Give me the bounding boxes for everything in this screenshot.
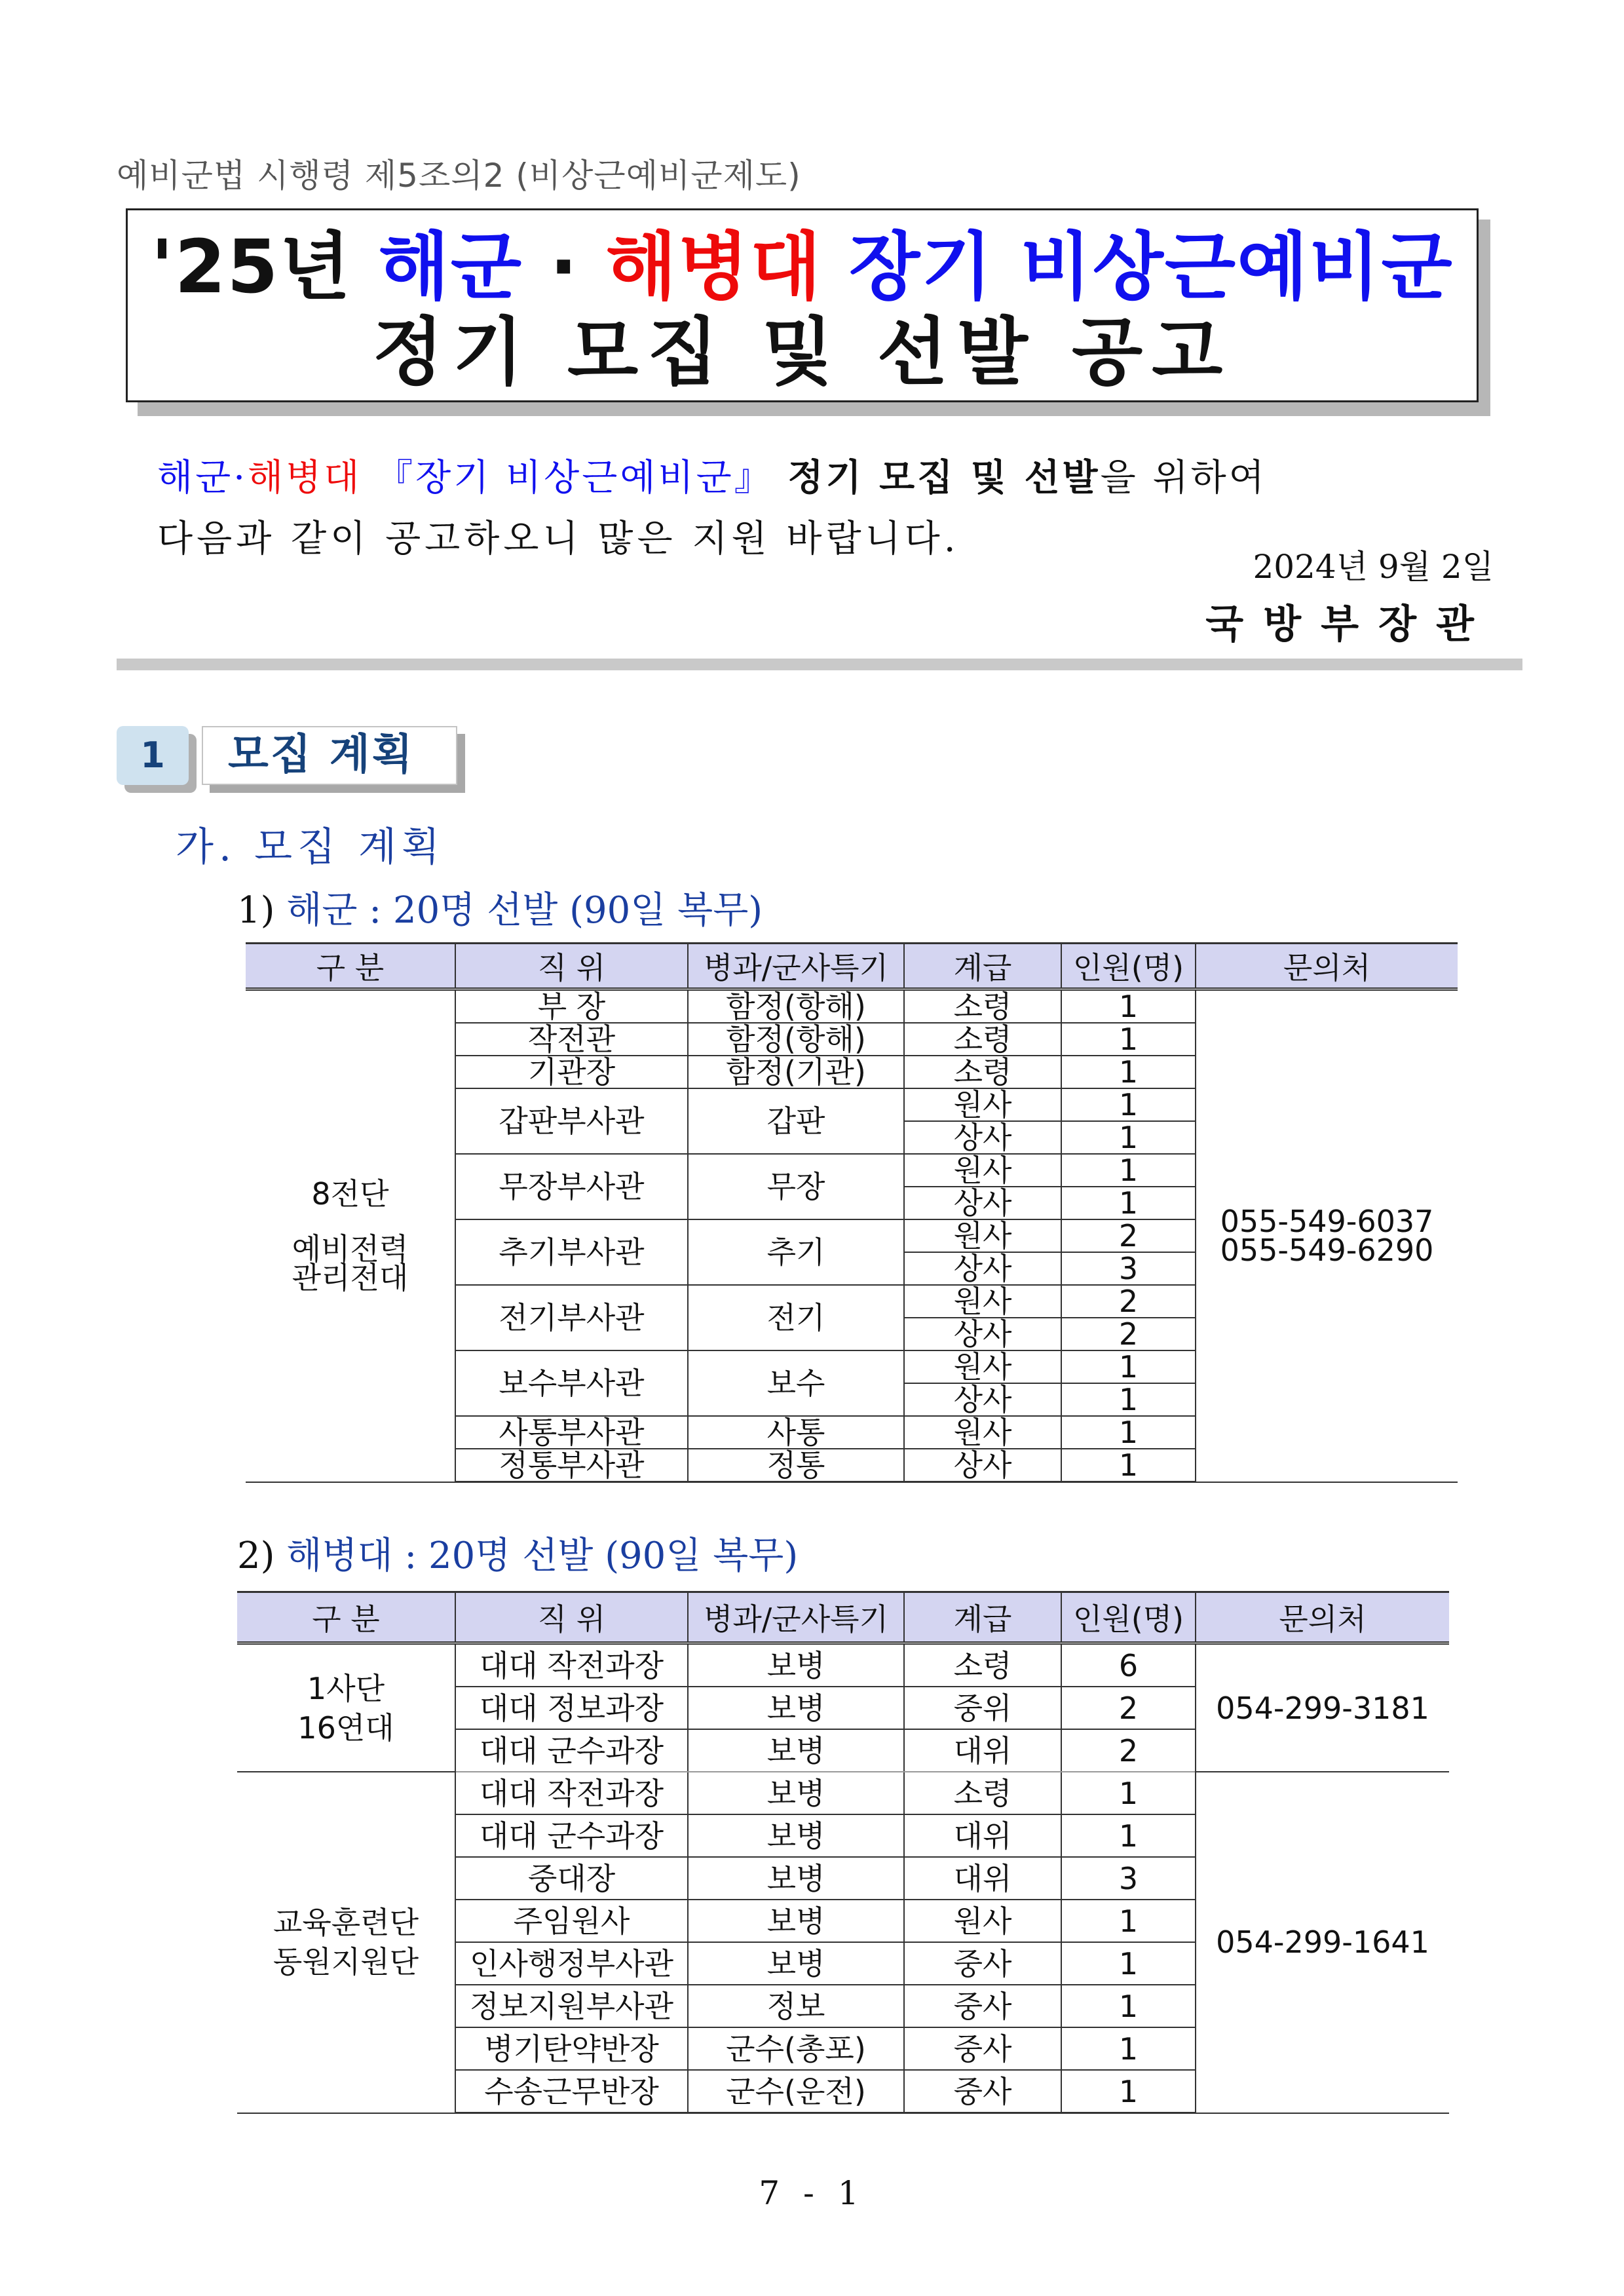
unit-line: 8전단	[311, 1176, 389, 1212]
section-number: 1	[117, 726, 189, 785]
position-cell: 대대 작전과장	[455, 1643, 688, 1687]
unit-line: 동원지원단	[273, 1944, 419, 1980]
rank-cell: 중사	[904, 2027, 1061, 2070]
count-cell: 1	[1061, 989, 1196, 1024]
col-header-rank: 계급	[904, 944, 1061, 989]
count-cell: 3	[1061, 1252, 1196, 1285]
intro-bold: 정기 모집 및 선발	[787, 456, 1101, 499]
col-header-contact: 문의처	[1196, 1592, 1449, 1643]
issuer: 국방부장관	[1205, 602, 1494, 647]
contact-phone: 055-549-6037	[1220, 1204, 1434, 1240]
branch-cell: 군수(운전)	[688, 2070, 904, 2113]
position-cell: 중대장	[455, 1857, 688, 1900]
position-cell: 수송근무반장	[455, 2070, 688, 2113]
title-year: '25년	[151, 225, 379, 310]
rank-cell: 원사	[904, 1088, 1061, 1121]
count-cell: 1	[1061, 1121, 1196, 1154]
branch-cell: 추기	[688, 1219, 904, 1285]
col-header-contact: 문의처	[1196, 944, 1458, 989]
rank-cell: 소령	[904, 989, 1061, 1024]
col-header-count: 인원(명)	[1061, 944, 1196, 989]
unit-line: 예비전력	[292, 1231, 409, 1267]
count-cell: 1	[1061, 2027, 1196, 2070]
branch-cell: 보병	[688, 1900, 904, 1942]
count-cell: 1	[1061, 1350, 1196, 1383]
announcement-date: 2024년 9월 2일	[1253, 548, 1494, 586]
subsection-heading: 가. 모집 계획	[176, 824, 445, 870]
marine-recruitment-table	[237, 1591, 1449, 2114]
count-cell: 3	[1061, 1857, 1196, 1900]
position-cell: 부 장	[455, 989, 688, 1024]
navy-plan-label: 해군 : 20명 선발	[286, 889, 558, 932]
title-line-1	[128, 225, 1477, 310]
col-header-count: 인원(명)	[1061, 1592, 1196, 1643]
count-cell: 1	[1061, 1416, 1196, 1449]
rank-cell: 원사	[904, 1219, 1061, 1252]
count-cell: 1	[1061, 1900, 1196, 1942]
unit-cell	[237, 1772, 455, 2113]
marine-plan-heading	[237, 1527, 798, 1579]
table-header-row	[237, 1592, 1449, 1643]
rank-cell: 원사	[904, 1416, 1061, 1449]
rank-cell: 원사	[904, 1154, 1061, 1187]
branch-cell: 보병	[688, 1643, 904, 1687]
rank-cell: 중위	[904, 1687, 1061, 1729]
position-cell: 정보지원부사관	[455, 1985, 688, 2027]
count-cell: 1	[1061, 1383, 1196, 1416]
position-cell: 추기부사관	[455, 1219, 688, 1285]
position-cell: 보수부사관	[455, 1350, 688, 1416]
count-cell: 1	[1061, 1088, 1196, 1121]
intro-marine: 해병대	[248, 457, 362, 499]
rank-cell: 대위	[904, 1814, 1061, 1857]
rank-cell: 상사	[904, 1187, 1061, 1219]
law-reference: 예비군법 시행령 제5조의2 (비상근예비군제도)	[117, 157, 801, 195]
branch-cell: 정보	[688, 1985, 904, 2027]
col-header-rank: 계급	[904, 1592, 1061, 1643]
marine-plan-duration: (90일 복무)	[593, 1535, 799, 1577]
col-header-unit: 구 분	[237, 1592, 455, 1643]
position-cell: 대대 군수과장	[455, 1729, 688, 1772]
rank-cell: 상사	[904, 1449, 1061, 1482]
count-cell: 1	[1061, 2070, 1196, 2113]
count-cell: 2	[1061, 1729, 1196, 1772]
col-header-position: 직 위	[455, 1592, 688, 1643]
branch-cell: 전기	[688, 1285, 904, 1350]
unit-line: 1사단	[307, 1670, 385, 1706]
rank-cell: 소령	[904, 1772, 1061, 1814]
contact-cell	[1196, 989, 1458, 1482]
position-cell: 병기탄약반장	[455, 2027, 688, 2070]
rank-cell: 상사	[904, 1252, 1061, 1285]
branch-cell: 보병	[688, 1814, 904, 1857]
rank-cell: 소령	[904, 1056, 1061, 1088]
table-row	[237, 1772, 1449, 1814]
branch-cell: 군수(총포)	[688, 2027, 904, 2070]
unit-cell	[237, 1643, 455, 1772]
branch-cell: 보병	[688, 1772, 904, 1814]
marine-plan-label: 해병대 : 20명 선발	[286, 1535, 594, 1577]
branch-cell: 무장	[688, 1154, 904, 1219]
navy-recruitment-table	[246, 942, 1458, 1483]
table-row	[246, 989, 1458, 1024]
rank-cell: 중사	[904, 2070, 1061, 2113]
intro-navy: 해군·	[157, 457, 248, 499]
branch-cell: 함정(항해)	[688, 989, 904, 1024]
count-cell: 2	[1061, 1318, 1196, 1350]
rank-cell: 대위	[904, 1729, 1061, 1772]
col-header-branch: 병과/군사특기	[688, 1592, 904, 1643]
rank-cell: 중사	[904, 1942, 1061, 1985]
branch-cell: 사통	[688, 1416, 904, 1449]
marine-plan-number: 2)	[237, 1535, 275, 1577]
col-header-unit: 구 분	[246, 944, 455, 989]
branch-cell: 보병	[688, 1687, 904, 1729]
rank-cell: 소령	[904, 1023, 1061, 1056]
title-box	[126, 208, 1479, 402]
title-program: 장기 비상근예비군	[822, 225, 1454, 310]
col-header-position: 직 위	[455, 944, 688, 989]
count-cell: 1	[1061, 1942, 1196, 1985]
unit-line: 관리전대	[292, 1260, 409, 1296]
contact-cell: 054-299-1641	[1196, 1772, 1449, 2113]
title-marine: 해병대	[605, 225, 823, 310]
unit-line: 교육훈련단	[273, 1905, 419, 1941]
count-cell: 1	[1061, 1154, 1196, 1187]
col-header-branch: 병과/군사특기	[688, 944, 904, 989]
branch-cell: 보병	[688, 1857, 904, 1900]
rank-cell: 중사	[904, 1985, 1061, 2027]
title-dot: ·	[523, 225, 606, 310]
branch-cell: 정통	[688, 1449, 904, 1482]
navy-plan-number: 1)	[237, 889, 275, 932]
count-cell: 1	[1061, 1023, 1196, 1056]
count-cell: 1	[1061, 1187, 1196, 1219]
position-cell: 인사행정부사관	[455, 1942, 688, 1985]
position-cell: 주임원사	[455, 1900, 688, 1942]
count-cell: 1	[1061, 1814, 1196, 1857]
rank-cell: 상사	[904, 1383, 1061, 1416]
table-row	[237, 1643, 1449, 1687]
position-cell: 갑판부사관	[455, 1088, 688, 1154]
branch-cell: 함정(기관)	[688, 1056, 904, 1088]
contact-phone: 055-549-6290	[1220, 1233, 1434, 1269]
position-cell: 정통부사관	[455, 1449, 688, 1482]
rank-cell: 대위	[904, 1857, 1061, 1900]
unit-line: 16연대	[297, 1710, 394, 1746]
position-cell: 무장부사관	[455, 1154, 688, 1219]
position-cell: 대대 군수과장	[455, 1814, 688, 1857]
rank-cell: 소령	[904, 1643, 1061, 1687]
unit-cell	[246, 989, 455, 1482]
count-cell: 1	[1061, 1449, 1196, 1482]
position-cell: 사통부사관	[455, 1416, 688, 1449]
page-number: 7 - 1	[759, 2174, 865, 2212]
title-line-2: 정기 모집 및 선발 공고	[372, 310, 1232, 395]
intro-rest: 을 위하여	[1100, 457, 1267, 499]
branch-cell: 보수	[688, 1350, 904, 1416]
branch-cell: 함정(항해)	[688, 1023, 904, 1056]
position-cell: 전기부사관	[455, 1285, 688, 1350]
intro-program: 『장기 비상근예비군』	[362, 457, 774, 499]
branch-cell: 보병	[688, 1729, 904, 1772]
rank-cell: 원사	[904, 1285, 1061, 1318]
table-header-row	[246, 944, 1458, 989]
divider	[117, 659, 1522, 670]
count-cell: 2	[1061, 1687, 1196, 1729]
intro-line-2: 다음과 같이 공고하오니 많은 지원 바랍니다.	[157, 518, 960, 560]
position-cell: 작전관	[455, 1023, 688, 1056]
title-navy: 해군	[378, 225, 523, 310]
count-cell: 1	[1061, 1985, 1196, 2027]
branch-cell: 갑판	[688, 1088, 904, 1154]
position-cell: 기관장	[455, 1056, 688, 1088]
count-cell: 1	[1061, 1772, 1196, 1814]
rank-cell: 원사	[904, 1350, 1061, 1383]
contact-cell: 054-299-3181	[1196, 1643, 1449, 1772]
branch-cell: 보병	[688, 1942, 904, 1985]
rank-cell: 상사	[904, 1121, 1061, 1154]
position-cell: 대대 정보과장	[455, 1687, 688, 1729]
navy-plan-duration: (90일 복무)	[557, 889, 763, 932]
count-cell: 2	[1061, 1285, 1196, 1318]
navy-plan-heading	[237, 881, 763, 934]
section-title: 모집 계획	[202, 726, 457, 785]
count-cell: 2	[1061, 1219, 1196, 1252]
count-cell: 6	[1061, 1643, 1196, 1687]
count-cell: 1	[1061, 1056, 1196, 1088]
intro-line-1	[157, 449, 1267, 501]
rank-cell: 상사	[904, 1318, 1061, 1350]
rank-cell: 원사	[904, 1900, 1061, 1942]
position-cell: 대대 작전과장	[455, 1772, 688, 1814]
